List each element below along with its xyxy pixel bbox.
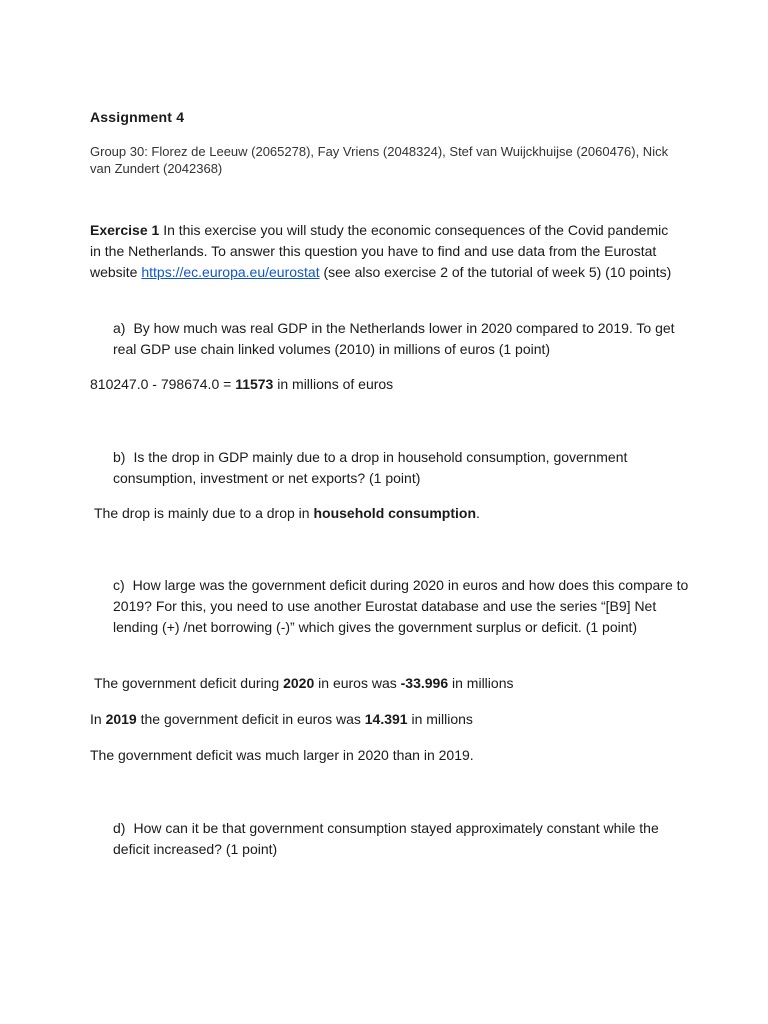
question-b [113,447,693,489]
authors-line: Group 30: Florez de Leeuw (2065278), Fay Vriens (2048324), Stef van Wuijckhuijse (2060476), Nick van Zundert (2042368) [90,144,669,176]
answer-b-text: The drop is mainly due to a drop in [94,505,314,521]
answer-c-comparison: The government deficit was much larger in 2020 than in 2019. [90,747,474,763]
question-c [113,575,693,638]
answer-c1-year: 2020 [283,675,315,691]
answer-c2-unit: in millions [407,711,473,727]
question-c-text: How large was the government deficit during 2020 in euros and how does this compare to 2019? For this, you need to use another Eurostat database and use the series “[B9] Net lending (+) /net borrowing (-)” which gives the government surplus or deficit. (1 point) [113,577,689,635]
eurostat-link[interactable]: https://ec.europa.eu/eurostat [141,264,320,280]
answer-a-text: 810247.0 - 798674.0 = [90,376,236,392]
answer-b-tail: . [476,505,480,521]
answer-c-2019 [90,709,473,730]
question-a-text: By how much was real GDP in the Netherlands lower in 2020 compared to 2019. To get real GDP use chain linked volumes (2010) in millions of euros (1 point) [113,320,675,357]
answer-a-value: 11573 [235,376,274,392]
answer-c1-value: -33.996 [400,675,449,691]
question-a-label: a) [113,320,126,336]
answer-b-value: household consumption [313,505,477,521]
assignment-title: Assignment 4 [90,109,185,125]
answer-c1-text: The government deficit during [94,675,284,691]
answer-c2-value: 14.391 [364,711,408,727]
exercise-1-intro [90,220,680,283]
answer-c2-year: 2019 [105,711,137,727]
question-d [113,818,693,860]
answer-c2-middle: the government deficit in euros was [136,711,365,727]
answer-c1-unit: in millions [448,675,514,691]
question-c-label: c) [113,577,125,593]
answer-a [90,374,393,395]
question-a [113,318,693,360]
exercise-1-text-tail: (see also exercise 2 of the tutorial of week 5) (10 points) [319,264,672,280]
question-b-text: Is the drop in GDP mainly due to a drop in household consumption, government consumption, investment or net exports? (1 point) [113,449,628,486]
answer-b [94,503,480,524]
exercise-1-label: Exercise 1 [90,222,160,238]
answer-c-2020 [94,673,513,694]
question-d-label: d) [113,820,126,836]
answer-c2-text: In [90,711,106,727]
answer-c1-middle: in euros was [314,675,401,691]
answer-a-unit: in millions of euros [273,376,394,392]
exercise-1-text: In this exercise you will study the economic consequences of the Covid pandemic in the Netherlands. To answer this question you have to find and use data from the Eurostat website [90,222,669,280]
question-d-text: How can it be that government consumption stayed approximately constant while the deficit increased? (1 point) [113,820,659,857]
question-b-label: b) [113,449,126,465]
